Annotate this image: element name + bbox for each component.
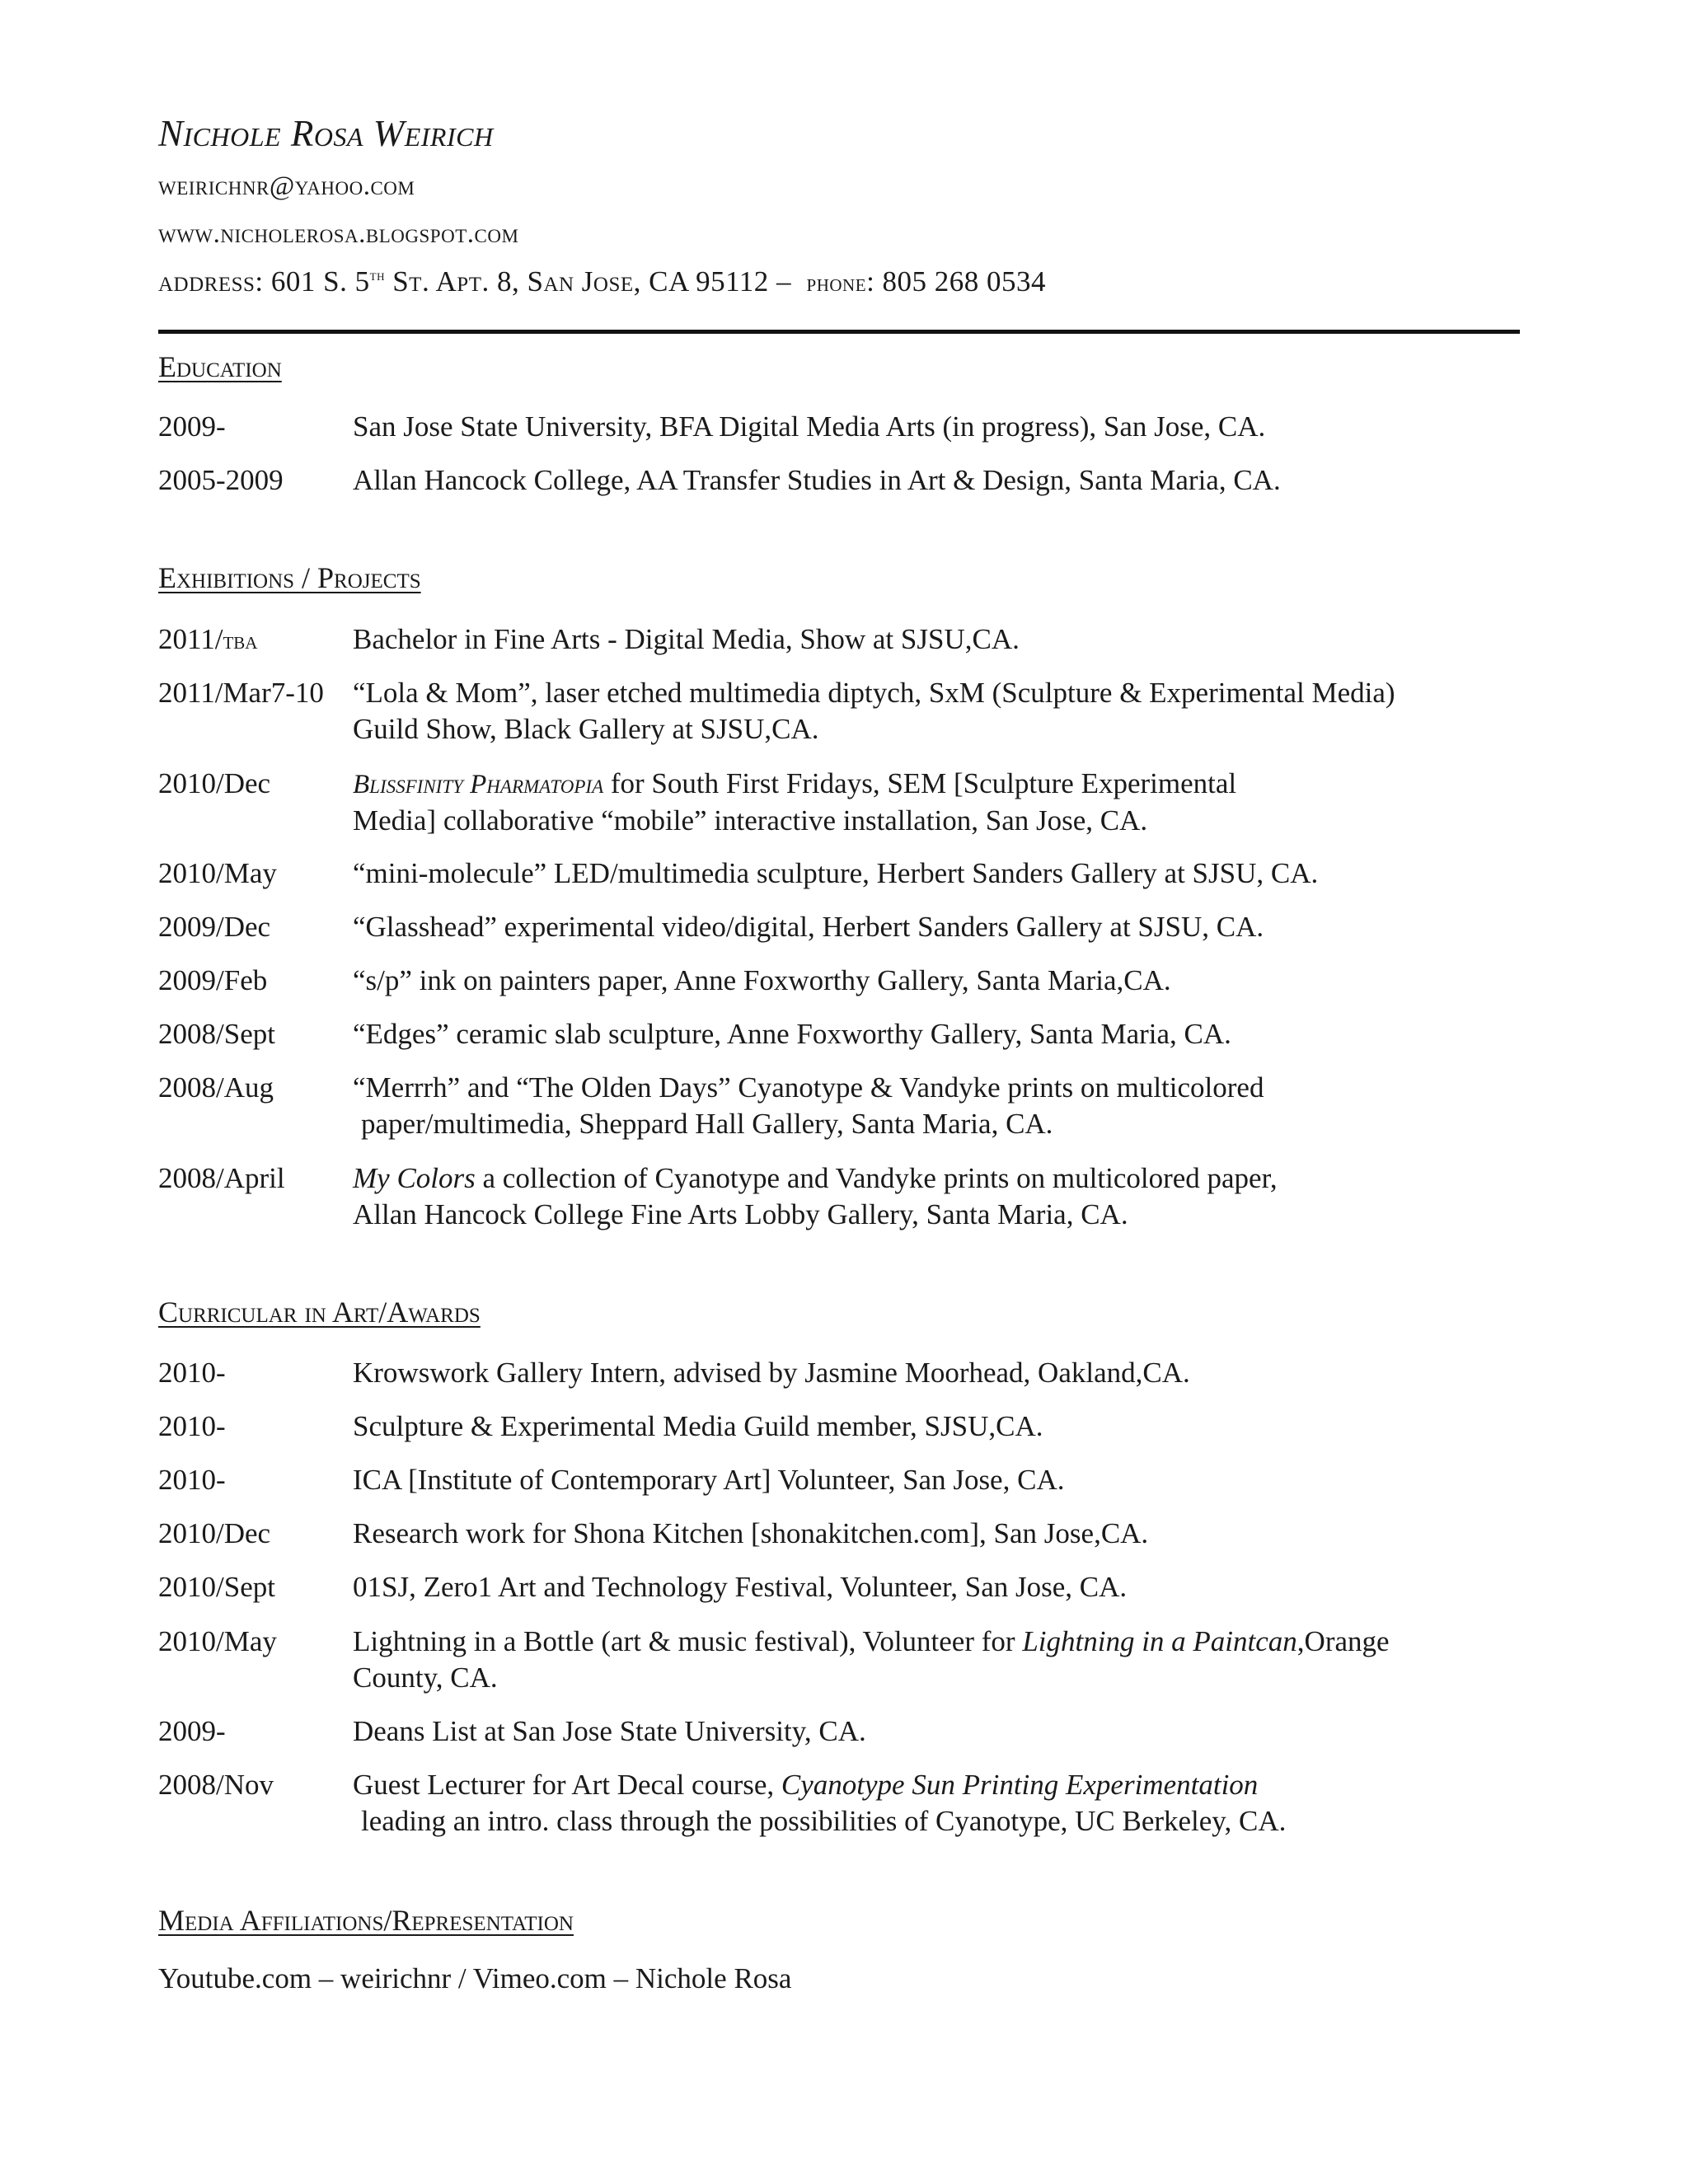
media-text: Youtube.com – weirichnr / Vimeo.com – Nichole Rosa (158, 1962, 792, 1994)
applicant-name: Nichole Rosa Weirich (158, 113, 494, 154)
item-text: Lightning in a Bottle (art & music festival), Volunteer for Lightning in a Paintcan,Orange (353, 1625, 1390, 1657)
item-text: “s/p” ink on painters paper, Anne Foxworthy Gallery, Santa Maria,CA. (353, 964, 1171, 996)
item-date: 2010/Sept (158, 1571, 275, 1603)
item-text-cont: Guild Show, Black Gallery at SJSU,CA. (353, 713, 819, 745)
item-text: “Edges” ceramic slab sculpture, Anne Foxworthy Gallery, Santa Maria, CA. (353, 1018, 1231, 1050)
exhibitions-heading: Exhibitions / Projects (158, 561, 421, 594)
curricular-heading: Curricular in Art/Awards (158, 1296, 481, 1329)
item-text-cont: Media] collaborative “mobile” interactive installation, San Jose, CA. (353, 804, 1148, 837)
item-text: Blissfinity Pharmatopia for South First Fridays, SEM [Sculpture Experimental (353, 767, 1237, 799)
address-line (158, 265, 1046, 298)
item-text-cont: leading an intro. class through the possibilities of Cyanotype, UC Berkeley, CA. (361, 1805, 1287, 1837)
website: www.nicholerosa.blogspot.com (158, 219, 519, 249)
item-text: My Colors a collection of Cyanotype and Vandyke prints on multicolored paper, (353, 1162, 1278, 1194)
item-text: “Merrrh” and “The Olden Days” Cyanotype & Vandyke prints on multicolored (353, 1071, 1264, 1104)
address-superscript: th (369, 267, 385, 284)
item-text: Allan Hancock College, AA Transfer Studies in Art & Design, Santa Maria, CA. (353, 464, 1281, 496)
item-date: 2009- (158, 1715, 226, 1747)
item-date: 2009/Dec (158, 911, 271, 943)
address-label: address (158, 265, 256, 298)
item-date: 2009/Feb (158, 964, 268, 996)
item-text: Krowswork Gallery Intern, advised by Jasmine Moorhead, Oakland,CA. (353, 1357, 1190, 1389)
item-date: 2010- (158, 1464, 226, 1496)
item-date: 2005-2009 (158, 464, 284, 496)
item-text-cont: paper/multimedia, Sheppard Hall Gallery, Santa Maria, CA. (361, 1108, 1053, 1140)
item-date: 2008/Sept (158, 1018, 275, 1050)
education-heading: Education (158, 350, 282, 383)
phone-number: : 805 268 0534 (866, 265, 1047, 298)
item-date: 2010- (158, 1357, 226, 1389)
media-heading: Media Affiliations/Representation (158, 1904, 574, 1937)
item-date: 2008/Aug (158, 1071, 274, 1104)
item-text: Sculpture & Experimental Media Guild member, SJSU,CA. (353, 1410, 1043, 1442)
item-date: 2008/Nov (158, 1769, 274, 1801)
phone-label: phone (806, 269, 867, 297)
course-title: Cyanotype Sun Printing Experimentation (781, 1769, 1259, 1801)
item-text: Deans List at San Jose State University, CA. (353, 1715, 866, 1747)
item-text: 01SJ, Zero1 Art and Technology Festival, Volunteer, San Jose, CA. (353, 1571, 1128, 1603)
item-date: 2010/May (158, 857, 277, 889)
item-text: San Jose State University, BFA Digital Media Arts (in progress), San Jose, CA. (353, 410, 1266, 443)
address-city: St. Apt. 8, San Jose, CA 95112 – (384, 265, 792, 298)
item-date: 2011/Mar7-10 (158, 677, 324, 709)
festival-title: Lightning in a Paintcan (1022, 1625, 1297, 1657)
item-date: 2009- (158, 410, 226, 443)
item-date: 2010/Dec (158, 767, 271, 799)
address-street: : 601 S. 5 (255, 265, 370, 298)
item-date: 2010/Dec (158, 1517, 271, 1549)
item-date: 2008/April (158, 1162, 285, 1194)
item-text-cont: Allan Hancock College Fine Arts Lobby Gallery, Santa Maria, CA. (353, 1198, 1128, 1230)
item-text: Research work for Shona Kitchen [shonakitchen.com], San Jose,CA. (353, 1517, 1149, 1549)
item-text: ICA [Institute of Contemporary Art] Volunteer, San Jose, CA. (353, 1464, 1065, 1496)
header-divider (158, 330, 1520, 334)
item-date: 2011/tba (158, 623, 258, 655)
item-text: Bachelor in Fine Arts - Digital Media, Show at SJSU,CA. (353, 623, 1020, 655)
project-title: My Colors (353, 1162, 476, 1194)
item-text: “Lola & Mom”, laser etched multimedia diptych, SxM (Sculpture & Experimental Media) (353, 677, 1395, 709)
item-text-cont: County, CA. (353, 1661, 498, 1694)
item-text: “mini-molecule” LED/multimedia sculpture, Herbert Sanders Gallery at SJSU, CA. (353, 857, 1319, 889)
item-text: Guest Lecturer for Art Decal course, Cyanotype Sun Printing Experimentation (353, 1769, 1259, 1801)
email: weirichnr@yahoo.com (158, 171, 415, 201)
item-text: “Glasshead” experimental video/digital, Herbert Sanders Gallery at SJSU, CA. (353, 911, 1264, 943)
item-date: 2010/May (158, 1625, 277, 1657)
item-date: 2010- (158, 1410, 226, 1442)
project-title: Blissfinity Pharmatopia (353, 770, 604, 799)
